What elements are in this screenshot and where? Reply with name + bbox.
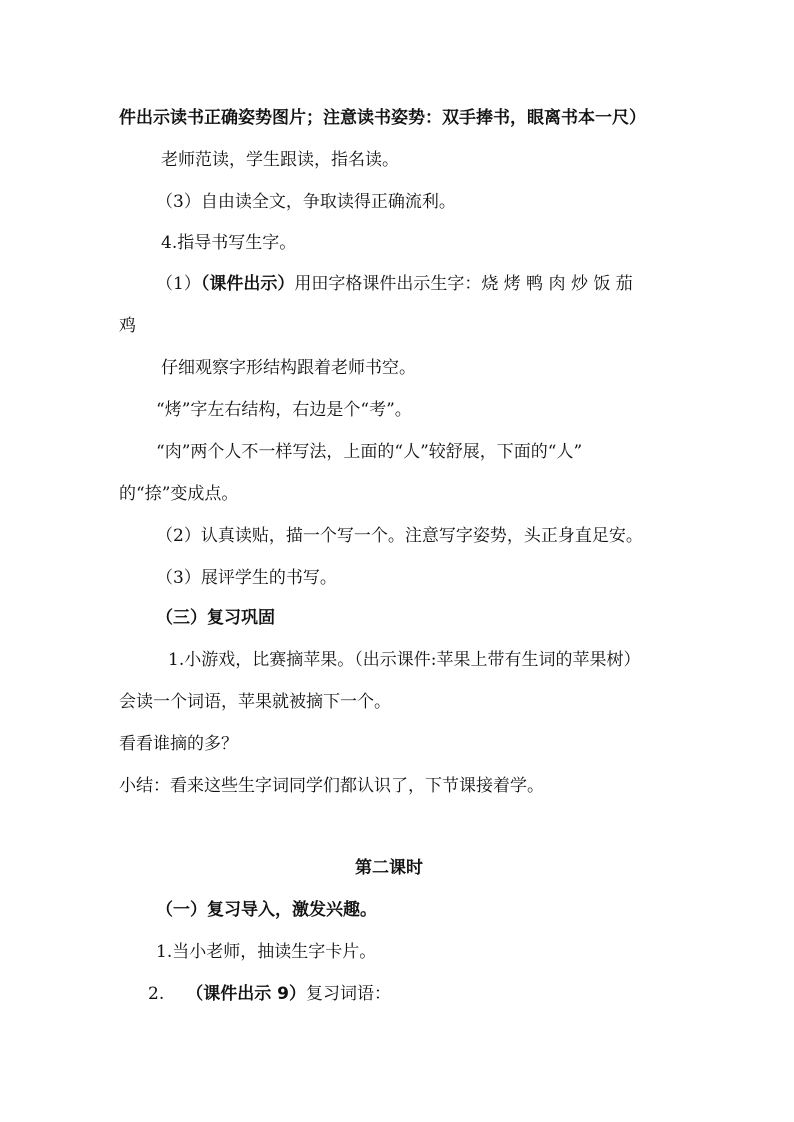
text-content: 用田字格课件出示生字：烧 烤 鸭 肉 炒 饭 茄 <box>294 274 633 294</box>
text-line-5 <box>156 272 633 296</box>
text-line-11: （2）认真读贴，描一个写一个。注意写字姿势，头正身直足安。 <box>156 526 643 546</box>
section-heading-1: （一）复习导入，激发兴趣。 <box>156 900 377 920</box>
text-line-6: 鸡 <box>119 316 136 336</box>
text-line-12: （3）展评学生的书写。 <box>156 568 337 588</box>
lesson-title: 第二课时 <box>355 858 423 878</box>
list-marker: 2. <box>148 984 165 1004</box>
text-line-3: （3）自由读全文，争取读得正确流利。 <box>156 192 456 212</box>
text-line-15: 看看谁摘的多？ <box>119 734 238 754</box>
section-heading-3: （三）复习巩固 <box>156 608 275 628</box>
text-line-9: “肉”两个人不一样写法，上面的“人”较舒展，下面的“人” <box>156 442 583 462</box>
text-line-7: 仔细观察字形结构跟着老师书空。 <box>161 358 416 378</box>
courseware-label: （课件出示） <box>200 274 295 294</box>
text-line-4: 4.指导书写生字。 <box>161 233 297 253</box>
list-marker: （1） <box>156 274 201 294</box>
text-line-16: 小结：看来这些生字词同学们都认识了，下节课接着学。 <box>119 776 544 796</box>
courseware-label: （课件出示 9） <box>186 984 306 1004</box>
text-line-14: 会读一个词语，苹果就被摘下一个。 <box>119 692 391 712</box>
text-content: 复习词语： <box>305 984 391 1004</box>
text-line-13: 1.小游戏，比赛摘苹果。（出示课件:苹果上带有生词的苹果树） <box>168 650 641 670</box>
text-line-2: 老师范读，学生跟读，指名读。 <box>161 150 399 170</box>
text-line-8: “烤”字左右结构，右边是个“考”。 <box>156 400 412 420</box>
text-line-17: 1.当小老师，抽读生字卡片。 <box>156 942 377 962</box>
text-line-18 <box>148 982 391 1006</box>
text-line-10: 的“捺”变成点。 <box>119 484 239 504</box>
text-line-1: 件出示读书正确姿势图片；注意读书姿势：双手捧书，眼离书本一尺） <box>119 108 646 128</box>
